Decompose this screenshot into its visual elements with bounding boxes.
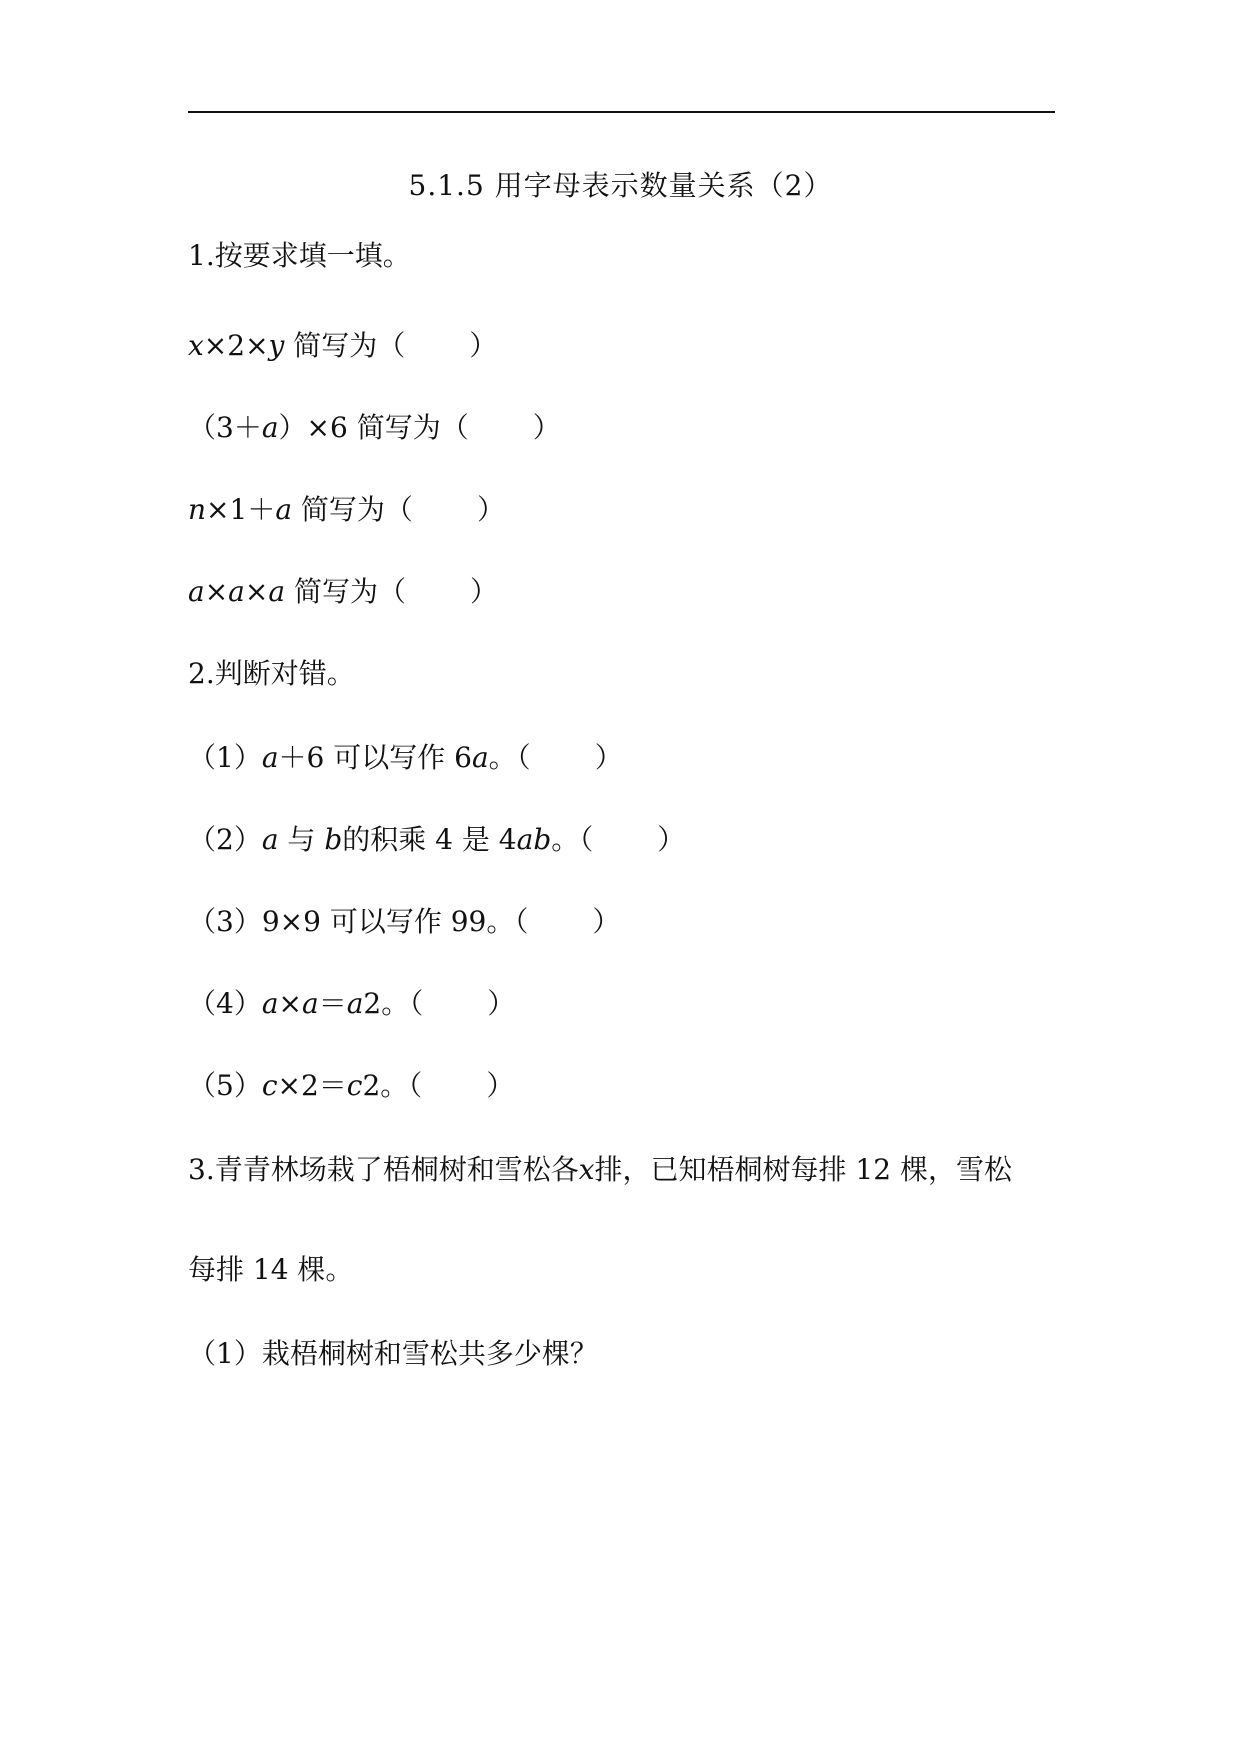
expression-text: × [244,575,269,608]
variable: a [261,987,279,1020]
q3-sub-question-1: （1）栽梧桐树和雪松共多少棵？ [188,1337,598,1370]
variable: c [261,1069,278,1102]
variable: a [275,493,293,526]
header-rule [188,111,1055,113]
q2-item-1 [188,740,623,776]
q2-item-2 [188,822,685,858]
variable: a [261,411,279,444]
bracket-close: ） [532,411,561,444]
statement-text: 2。（ [363,987,424,1020]
variable: a [471,741,489,774]
q1-item-3 [188,492,505,528]
statement-text: 的积乘 4 是 4 [342,823,517,856]
q3-line-2: 每排 14 棵。 [188,1253,354,1286]
bracket-close: ） [469,575,498,608]
statement-text: 。（ [551,823,594,856]
bracket-close: ） [592,905,621,938]
statement-text: ＋6 可以写作 6 [278,741,472,774]
item-number: （5） [188,1069,262,1102]
expression-text: × [204,575,229,608]
q2-item-5 [188,1068,514,1104]
variable: a [268,575,286,608]
variable: a [261,823,279,856]
q2-item-4 [188,986,515,1022]
problem-text: 排，已知梧桐树每排 12 棵，雪松 [594,1153,1012,1186]
expression-text: ×2× [203,329,269,362]
bracket-close: ） [486,1069,515,1102]
bracket-close: ） [657,823,686,856]
statement-text: × [278,987,302,1020]
expression-text: ×1＋ [206,493,276,526]
expression-text: （3＋ [188,411,262,444]
item-number: （2） [188,823,262,856]
variable: a [228,575,245,608]
item-number: （1） [188,741,262,774]
problem-text: 3.青青林场栽了梧桐树和雪松各 [188,1153,579,1186]
statement-text: 9×9 可以写作 99。（ [261,905,529,938]
q1-item-1 [188,328,497,364]
variable: x [188,329,204,362]
statement-text: ＝ [318,987,347,1020]
variable: ab [516,823,552,856]
q3-line-1 [188,1152,1012,1188]
bracket-close: ） [594,741,623,774]
variable: b [324,823,343,856]
expression-text: ）×6 简写为（ [278,411,469,444]
expression-text: 简写为（ [285,575,406,608]
page-title: 5.1.5 用字母表示数量关系（2） [408,169,833,202]
expression-text: 简写为（ [292,493,413,526]
statement-text: 与 [278,823,325,856]
expression-text: 简写为（ [284,329,406,362]
bracket-close: ） [487,987,516,1020]
item-number: （3） [188,905,262,938]
variable: a [346,987,364,1020]
bracket-close: ） [476,493,505,526]
bracket-close: ） [469,329,498,362]
statement-text: 。（ [488,741,531,774]
statement-text: ×2＝ [277,1069,347,1102]
variable: a [302,987,319,1020]
q1-item-2 [188,410,561,446]
variable: n [188,493,207,526]
q1-item-4 [188,574,498,610]
q2-heading: 2.判断对错。 [188,657,355,690]
variable: c [346,1069,363,1102]
q1-heading: 1.按要求填一填。 [188,239,411,272]
item-number: （4） [188,987,262,1020]
q2-item-3 [188,904,620,940]
variable: a [188,575,205,608]
variable: y [268,329,285,362]
variable: a [261,741,279,774]
statement-text: 2。（ [362,1069,423,1102]
variable: x [578,1153,595,1186]
